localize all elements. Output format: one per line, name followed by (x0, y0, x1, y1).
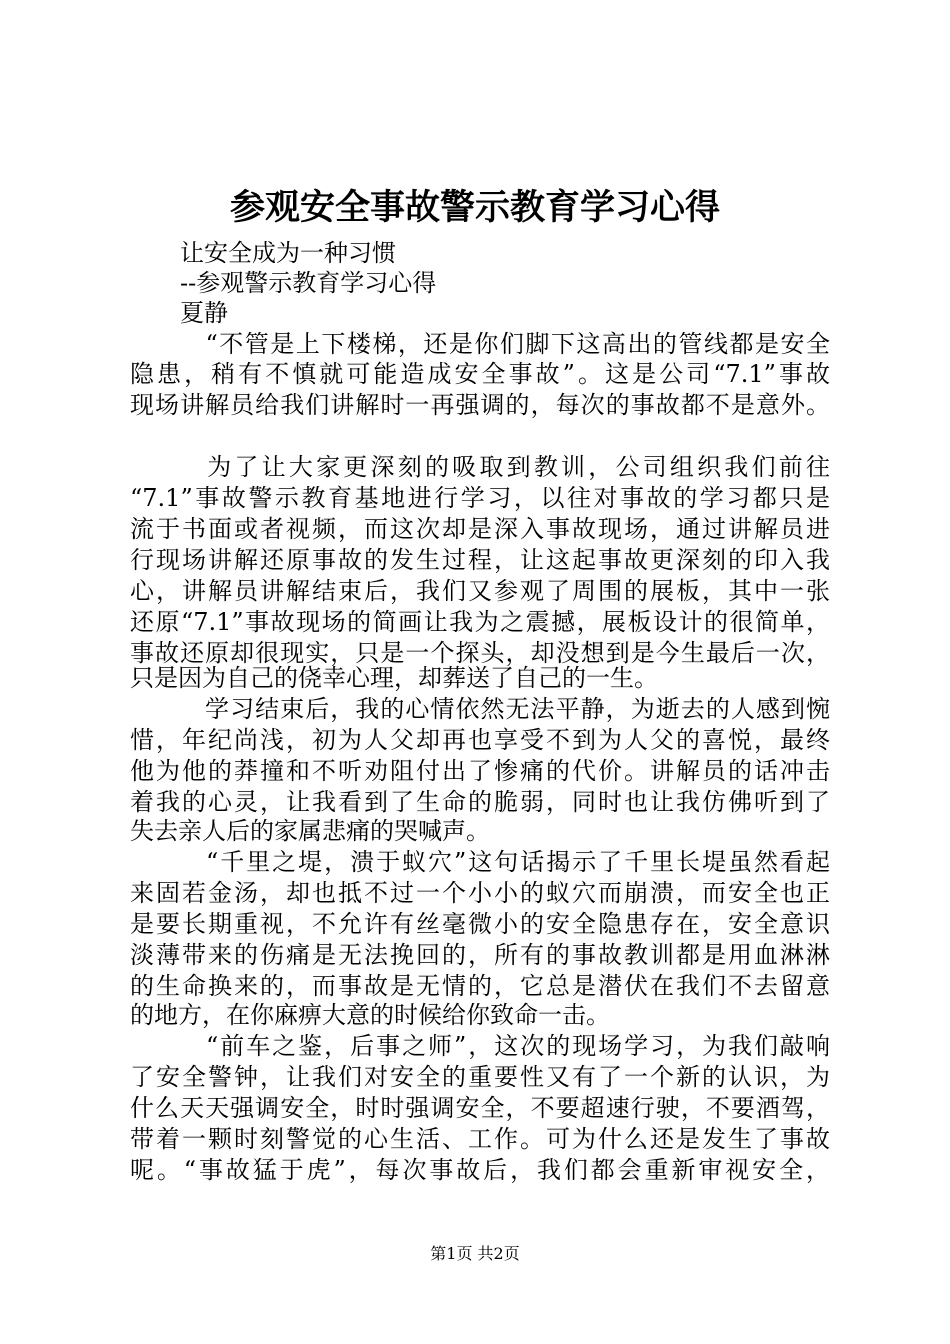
body-line: 惜，年纪尚浅，初为人父却再也享受不到为人父的喜悦，最终 (130, 726, 830, 754)
body-line: 学习结束后，我的心情依然无法平静，为逝去的人感到惋 (180, 695, 830, 723)
body-line: 为了让大家更深刻的吸取到教训，公司组织我们前往 (180, 453, 830, 481)
body-line: 还原“7.1”事故现场的简画让我为之震撼，展板设计的很简单， (130, 608, 830, 636)
body-line: 着我的心灵，让我看到了生命的脆弱，同时也让我仿佛听到了 (130, 788, 830, 816)
body-line: 来固若金汤，却也抵不过一个小小的蚁穴而崩溃，而安全也正 (130, 879, 830, 907)
body-line: 呢。“事故猛于虎”，每次事故后，我们都会重新审视安全， (130, 1156, 830, 1184)
body-line: 他为他的莽撞和不听劝阻付出了惨痛的代价。讲解员的话冲击 (130, 757, 830, 785)
body-line: 失去亲人后的家属悲痛的哭喊声。 (130, 817, 490, 845)
page-footer: 第1页 共2页 (430, 1244, 520, 1263)
body-line: 事故还原却很现实，只是一个探头，却没想到是今生最后一次， (130, 639, 830, 667)
body-line: “千里之堤，溃于蚁穴”这句话揭示了千里长堤虽然看起 (180, 848, 830, 876)
body-line: 的地方，在你麻痹大意的时候给你致命一击。 (130, 1001, 610, 1029)
body-line: 行现场讲解还原事故的发生过程，让这起事故更深刻的印入我 (130, 546, 830, 574)
page-title: 参观安全事故警示教育学习心得 (229, 187, 720, 228)
subtitle-line: 让安全成为一种习惯 (180, 239, 396, 267)
body-line: “7.1”事故警示教育基地进行学习，以往对事故的学习都只是 (130, 484, 830, 512)
body-line: 现场讲解员给我们讲解时一再强调的，每次的事故都不是意外。 (130, 391, 830, 419)
body-line: “不管是上下楼梯，还是你们脚下这高出的管线都是安全 (180, 330, 830, 358)
body-line: 是要长期重视，不允许有丝毫微小的安全隐患存在，安全意识 (130, 910, 830, 938)
body-line: 带着一颗时刻警觉的心生活、工作。可为什么还是发生了事故 (130, 1125, 830, 1153)
body-line: 流于书面或者视频，而这次却是深入事故现场，通过讲解员进 (130, 515, 830, 543)
body-line: 的生命换来的，而事故是无情的，它总是潜伏在我们不去留意 (130, 972, 830, 1000)
body-line: 淡薄带来的伤痛是无法挽回的，所有的事故教训都是用血淋淋 (130, 941, 830, 969)
body-line: 心，讲解员讲解结束后，我们又参观了周围的展板，其中一张 (130, 577, 830, 605)
subtitle-line: --参观警示教育学习心得 (180, 269, 437, 297)
body-line: 只是因为自己的侥幸心理，却葬送了自己的一生。 (130, 664, 658, 692)
body-line: “前车之鉴，后事之师”，这次的现场学习，为我们敲响 (180, 1032, 830, 1060)
body-line: 隐患，稍有不慎就可能造成安全事故”。这是公司“7.1”事故 (130, 360, 830, 388)
author-name: 夏静 (180, 299, 228, 327)
body-line: 什么天天强调安全，时时强调安全，不要超速行驶，不要酒驾， (130, 1094, 830, 1122)
body-line: 了安全警钟，让我们对安全的重要性又有了一个新的认识，为 (130, 1063, 830, 1091)
